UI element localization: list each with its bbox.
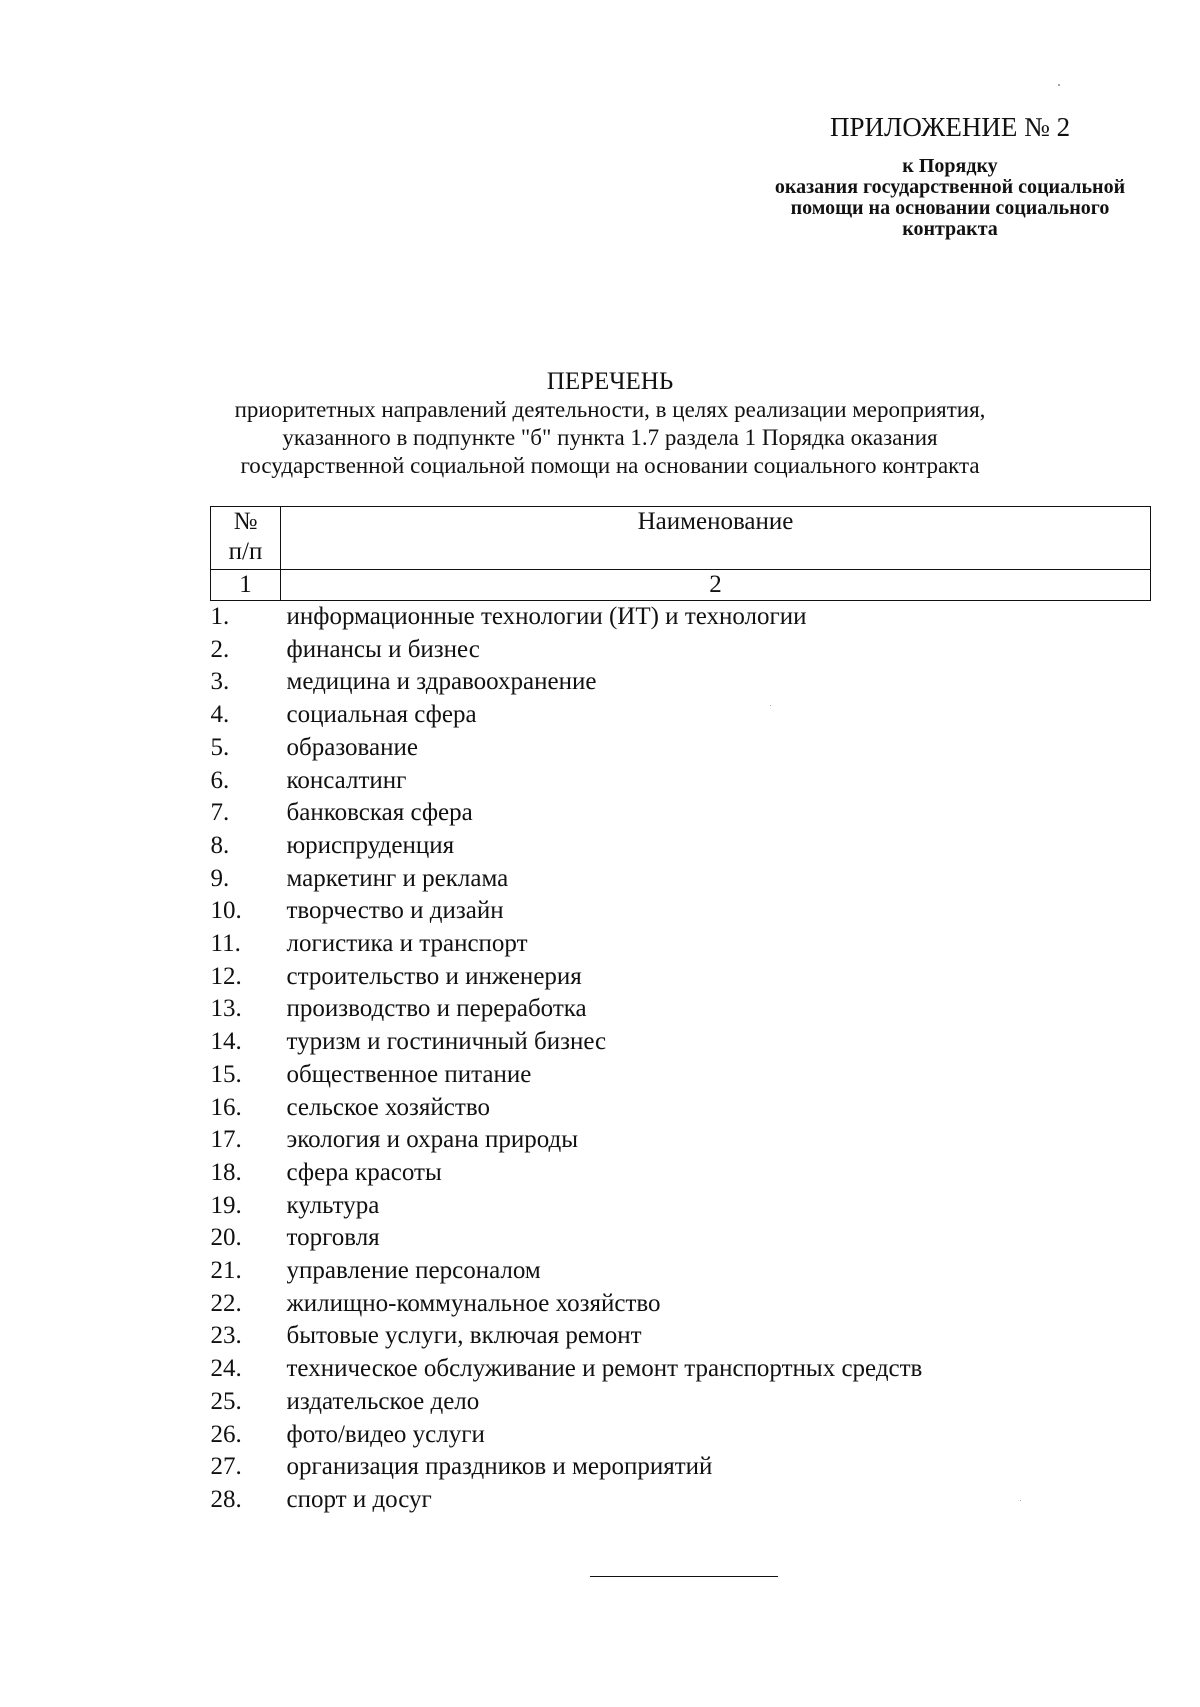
row-number: 20. [210, 1224, 242, 1252]
table-row [211, 634, 1151, 667]
table-row [211, 1026, 1151, 1059]
row-number: 2. [210, 635, 230, 663]
row-name: экология и охрана природы [286, 1126, 579, 1154]
row-number: 26. [210, 1420, 242, 1448]
document-subtitle-line: приоритетных направлений деятельности, в целях реализации мероприятия, [234, 397, 986, 422]
table-row [211, 1451, 1151, 1484]
row-name: спорт и досуг [286, 1485, 432, 1513]
table-row [211, 961, 1151, 994]
table-row [211, 699, 1151, 732]
row-name: организация праздников и мероприятий [286, 1453, 713, 1481]
row-number: 22. [210, 1289, 242, 1317]
row-name: банковская сфера [286, 799, 473, 827]
row-name: социальная сфера [286, 701, 477, 729]
row-name: производство и переработка [286, 995, 587, 1023]
row-number: 17. [210, 1126, 242, 1154]
appendix-ref-line: оказания государственной социальной [774, 176, 1126, 198]
table-row [211, 1353, 1151, 1386]
row-number: 15. [210, 1060, 242, 1088]
table-row [211, 1288, 1151, 1321]
scan-speck [1058, 84, 1060, 86]
row-number: 7. [210, 799, 230, 827]
table-row [211, 1157, 1151, 1190]
row-name: издательское дело [286, 1387, 480, 1415]
table-header-row [211, 507, 1151, 570]
row-name: жилищно-коммунальное хозяйство [286, 1289, 661, 1317]
row-name: техническое обслуживание и ремонт транспортных средств [286, 1355, 923, 1383]
row-number: 5. [210, 733, 230, 761]
table-row [211, 797, 1151, 830]
row-number: 19. [210, 1191, 242, 1219]
column-index-1: 1 [211, 570, 281, 601]
row-name: логистика и транспорт [286, 930, 528, 958]
row-name: творчество и дизайн [286, 897, 504, 925]
table-row [211, 732, 1151, 765]
table-row [211, 1386, 1151, 1419]
row-name: финансы и бизнес [286, 635, 480, 663]
row-name: строительство и инженерия [286, 962, 582, 990]
row-name: торговля [286, 1224, 380, 1252]
column-header-number-line: № [233, 508, 258, 535]
table-row [211, 601, 1151, 634]
column-header-number-line: п/п [228, 538, 263, 565]
end-of-document-line [590, 1576, 778, 1577]
column-index-2: 2 [281, 570, 1151, 601]
table-body [211, 601, 1151, 1517]
appendix-ref-line: контракта [902, 218, 998, 240]
table-row [211, 1255, 1151, 1288]
table-row [211, 1222, 1151, 1255]
table-row [211, 830, 1151, 863]
priority-directions-table [210, 506, 1151, 1517]
row-number: 14. [210, 1028, 242, 1056]
row-number: 23. [210, 1322, 242, 1350]
row-name: бытовые услуги, включая ремонт [286, 1322, 642, 1350]
table-row [211, 895, 1151, 928]
row-name: культура [286, 1191, 380, 1219]
row-number: 10. [210, 897, 242, 925]
table-row [211, 1092, 1151, 1125]
row-number: 12. [210, 962, 242, 990]
column-header-name: Наименование [281, 507, 1151, 570]
row-name: образование [286, 733, 418, 761]
row-number: 11. [210, 930, 241, 958]
table-row [211, 1320, 1151, 1353]
row-name: общественное питание [286, 1060, 532, 1088]
row-name: медицина и здравоохранение [286, 668, 597, 696]
row-name: юриспруденция [286, 831, 455, 859]
table-row [211, 765, 1151, 798]
table-row [211, 928, 1151, 961]
row-number: 3. [210, 668, 230, 696]
row-number: 13. [210, 995, 242, 1023]
table-row [211, 1059, 1151, 1092]
document-subtitle-line: государственной социальной помощи на основании социального контракта [240, 453, 980, 478]
row-number: 18. [210, 1158, 242, 1186]
row-name: туризм и гостиничный бизнес [286, 1028, 607, 1056]
row-number: 21. [210, 1257, 242, 1285]
appendix-ref-line: помощи на основании социального [790, 197, 1110, 219]
row-number: 27. [210, 1453, 242, 1481]
row-name: информационные технологии (ИТ) и технологии [286, 603, 807, 630]
row-number: 24. [210, 1355, 242, 1383]
appendix-reference [740, 156, 1160, 240]
appendix-title: ПРИЛОЖЕНИЕ № 2 [830, 112, 1071, 142]
row-number: 25. [210, 1387, 242, 1415]
row-name: сельское хозяйство [286, 1093, 490, 1121]
row-number: 4. [210, 701, 230, 729]
table-row [211, 1190, 1151, 1223]
row-number: 6. [210, 766, 230, 794]
appendix-ref-line: к Порядку [902, 155, 998, 177]
row-number: 1. [210, 603, 230, 630]
document-subtitle-line: указанного в подпункте "б" пункта 1.7 раздела 1 Порядка оказания [282, 425, 938, 450]
row-name: фото/видео услуги [286, 1420, 485, 1448]
row-number: 28. [210, 1485, 242, 1513]
row-name: сфера красоты [286, 1158, 442, 1186]
row-number: 9. [210, 864, 230, 892]
table-row [211, 1484, 1151, 1517]
row-name: маркетинг и реклама [286, 864, 509, 892]
row-name: консалтинг [286, 766, 407, 794]
table-index-row [211, 570, 1151, 601]
table-row [211, 1419, 1151, 1452]
table-row [211, 863, 1151, 896]
document-title: ПЕРЕЧЕНЬ [546, 368, 674, 395]
column-header-number [211, 507, 281, 570]
table-row [211, 666, 1151, 699]
table-row [211, 993, 1151, 1026]
table-row [211, 1124, 1151, 1157]
document-title-block [140, 368, 1080, 480]
row-name: управление персоналом [286, 1257, 541, 1285]
row-number: 16. [210, 1093, 242, 1121]
row-number: 8. [210, 831, 230, 859]
